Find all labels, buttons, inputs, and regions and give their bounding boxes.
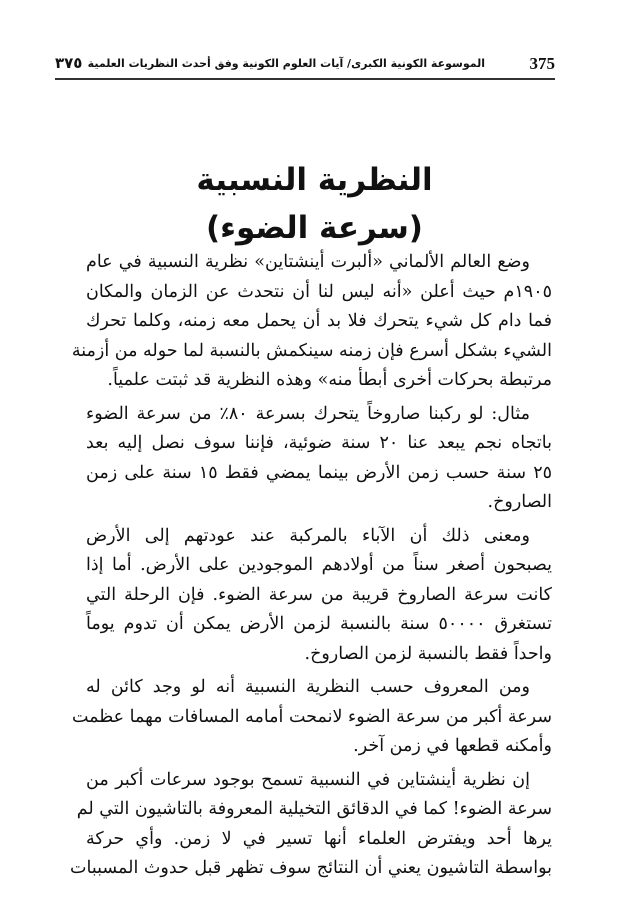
text-line: مثال: لو ركبنا صاروخاً يتحرك بسرعة ٨٠٪ من سرعة الضوء <box>86 403 530 424</box>
text-line: بواسطة التاشيون يعني أن النتائج سوف تظهر قبل حدوث المسببات <box>70 858 552 878</box>
paragraph <box>70 766 552 884</box>
text-line: إن نظرية أينشتاين في النسبية تسمح بوجود سرعات أكبر من <box>86 769 530 790</box>
text-line: سرعة أكبر من سرعة الضوء لانمحت أمامه المسافات مهما عظمت <box>71 706 552 727</box>
text-line: فما دام كل شيء يتحرك فلا بد أن يحمل معه زمنه، وكلما تحرك <box>86 311 552 331</box>
text-line: مرتبطة بحركات أخرى أبطأ منه» وهذه النظرية قد ثبتت علمياً. <box>107 370 552 390</box>
paragraph <box>86 400 552 518</box>
text-line: ١٩٠٥م حيث أعلن «أنه ليس لنا أن نتحدث عن الزمان والمكان <box>86 281 552 302</box>
text-line: الشيء بشكل أسرع فإن زمنه سينكمش بالنسبة لما حوله من أزمنة <box>71 340 552 361</box>
paragraph <box>71 248 552 396</box>
page-number: 375 <box>529 54 555 73</box>
text-line: يصبحون أصغر سناً من أولادهم الموجودين على الأرض. أما إذا <box>86 555 552 575</box>
text-line: وضع العالم الألماني «ألبرت أينشتاين» نظرية النسبية في عام <box>86 252 530 272</box>
text-line: ٢٥ سنة حسب زمن الأرض بينما يمضي فقط ١٥ سنة على زمن <box>86 462 553 483</box>
text-line: باتجاه نجم يبعد عنا ٢٠ سنة ضوئية، فإننا سوف نصل إليه بعد <box>86 433 552 453</box>
running-title: الموسوعة الكونية الكبرى/ آيات العلوم الكونية وفق أحدث النظريات العلمية <box>87 57 485 70</box>
body-text <box>70 248 553 888</box>
text-line: وأمكنه قطعها في زمن آخر. <box>353 736 552 756</box>
page-number-arabic: ٣٧٥ <box>55 54 83 72</box>
text-line: سرعة الضوء! كما في الدقائق التخيلية المعروفة بالتاشيون التي لم <box>76 799 552 819</box>
chapter-subtitle: (سرعة الضوء) <box>206 210 423 246</box>
text-line: ومعنى ذلك أن الآباء بالمركبة عند عودتهم إلى الأرض <box>86 525 530 546</box>
paragraph <box>71 673 552 762</box>
text-line: الصاروخ. <box>487 492 552 512</box>
text-line: واحداً فقط بالنسبة لزمن الصاروخ. <box>304 643 552 664</box>
text-line: ومن المعروف حسب النظرية النسبية أنه لو وجد كائن له <box>86 677 530 697</box>
text-line: يرها أحد ويفترض العلماء أنها تسير في لا زمن. وأي حركة <box>86 828 552 849</box>
chapter-title: النظرية النسبية <box>196 162 433 198</box>
text-line: كانت سرعة الصاروخ قريبة من سرعة الضوء. فإن الرحلة التي <box>86 584 552 605</box>
paragraph <box>86 522 552 670</box>
text-line: تستغرق ٥٠٠٠٠ سنة بالنسبة لزمن الأرض يمكن أن تدوم يوماً <box>86 614 552 634</box>
running-header <box>55 52 555 80</box>
